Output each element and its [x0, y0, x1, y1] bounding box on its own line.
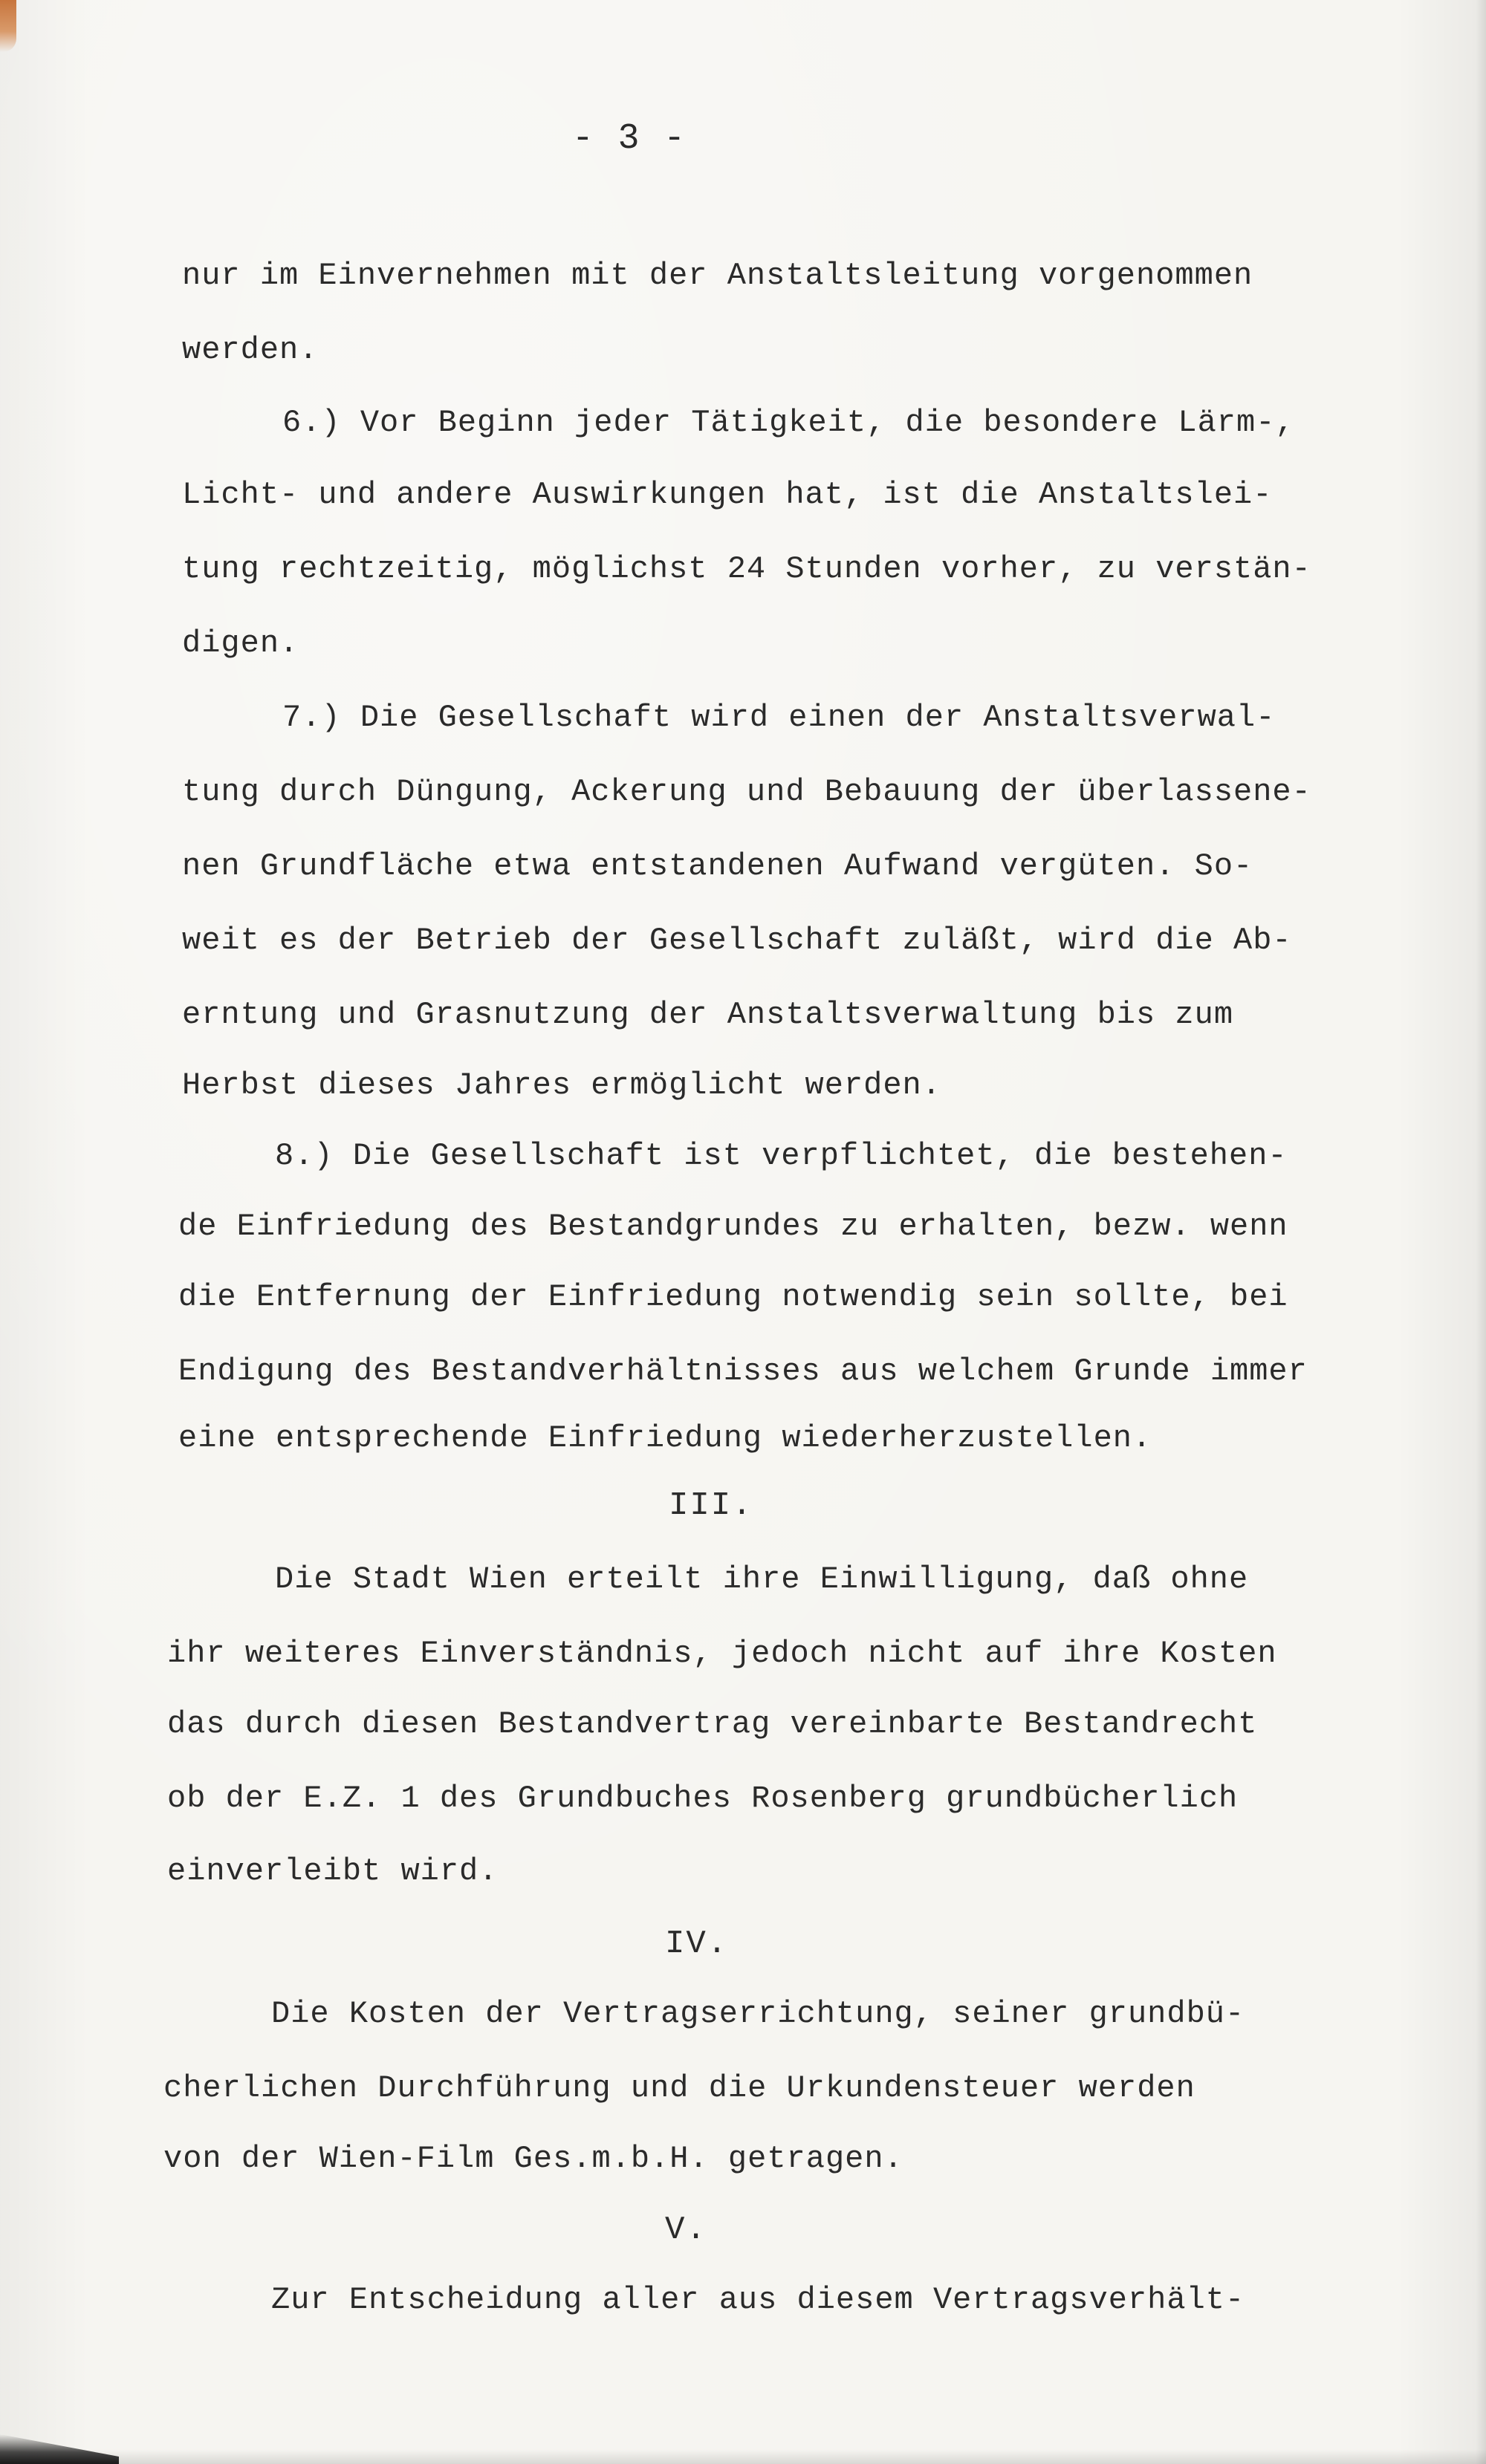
text-line: digen.	[182, 625, 299, 661]
text-line: cherlichen Durchführung und die Urkundensteuer werden	[163, 2070, 1195, 2106]
page-edge-shadow	[1476, 0, 1486, 2464]
text-line: nur im Einvernehmen mit der Anstaltsleitung vorgenommen	[182, 258, 1253, 293]
text-line: tung durch Düngung, Ackerung und Bebauung der überlassene-	[182, 774, 1311, 810]
text-line: de Einfriedung des Bestandgrundes zu erhalten, bezw. wenn	[178, 1209, 1288, 1244]
text-line: eine entsprechende Einfriedung wiederherzustellen.	[178, 1420, 1152, 1456]
text-line: das durch diesen Bestandvertrag vereinbarte Bestandrecht	[167, 1706, 1258, 1742]
text-line: Die Kosten der Vertragserrichtung, seiner grundbü-	[271, 1996, 1245, 2032]
section-heading-iii: III.	[669, 1487, 753, 1524]
text-line: 7.) Die Gesellschaft wird einen der Anstaltsverwal-	[282, 700, 1276, 735]
text-line: Endigung des Bestandverhältnisses aus welchem Grunde immer	[178, 1353, 1308, 1389]
text-line: ihr weiteres Einverständnis, jedoch nicht auf ihre Kosten	[167, 1636, 1277, 1671]
text-line: ob der E.Z. 1 des Grundbuches Rosenberg grundbücherlich	[167, 1781, 1239, 1816]
text-line: die Entfernung der Einfriedung notwendig sein sollte, bei	[178, 1279, 1288, 1315]
text-line: weit es der Betrieb der Gesellschaft zuläßt, wird die Ab-	[182, 923, 1292, 958]
text-line: nen Grundfläche etwa entstandenen Aufwand vergüten. So-	[182, 848, 1253, 884]
page-bottom-shadow	[0, 2449, 1486, 2464]
page-corner-stain	[0, 0, 16, 52]
text-line: von der Wien-Film Ges.m.b.H. getragen.	[163, 2141, 903, 2177]
text-line: Herbst dieses Jahres ermöglicht werden.	[182, 1067, 941, 1103]
text-line: Zur Entscheidung aller aus diesem Vertragsverhält-	[271, 2282, 1245, 2318]
text-line: Die Stadt Wien erteilt ihre Einwilligung, daß ohne	[275, 1561, 1249, 1597]
text-line: erntung und Grasnutzung der Anstaltsverwaltung bis zum	[182, 997, 1234, 1033]
text-line: einverleibt wird.	[167, 1853, 499, 1889]
text-line: 6.) Vor Beginn jeder Tätigkeit, die besondere Lärm-,	[282, 405, 1295, 441]
text-line: 8.) Die Gesellschaft ist verpflichtet, die bestehen-	[275, 1138, 1288, 1174]
page-number: - 3 -	[572, 119, 687, 159]
text-line: tung rechtzeitig, möglichst 24 Stunden vorher, zu verstän-	[182, 551, 1311, 587]
section-heading-iv: IV.	[665, 1925, 729, 1963]
text-line: werden.	[182, 332, 319, 368]
text-line: Licht- und andere Auswirkungen hat, ist die Anstaltslei-	[182, 477, 1273, 513]
section-heading-v: V.	[665, 2211, 707, 2249]
